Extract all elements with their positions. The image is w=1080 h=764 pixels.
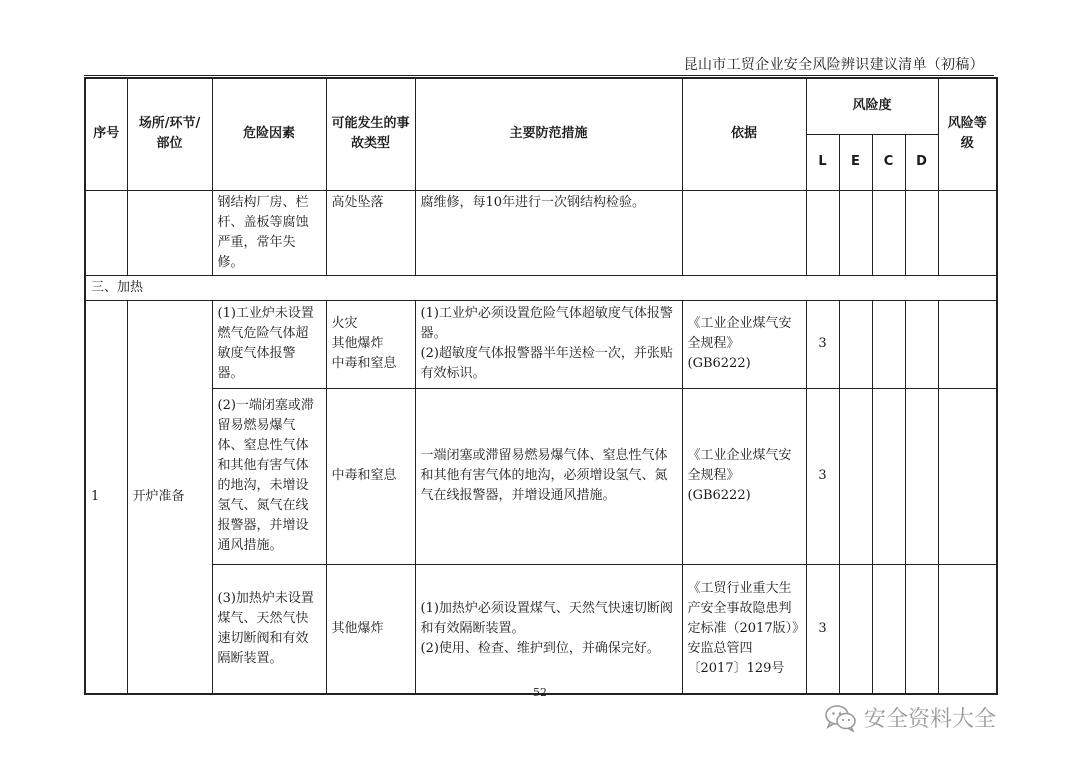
risk-table	[84, 77, 998, 695]
col-header-C: C	[872, 134, 905, 190]
col-header-no: 序号	[85, 78, 127, 190]
wechat-icon	[824, 704, 858, 732]
measures-cell: 腐维修，每10年进行一次钢结构检验。	[415, 190, 682, 275]
accident-cell: 高处坠落	[326, 190, 415, 275]
hazard-cell: (1)工业炉未设置燃气危险气体超敏度气体报警器。	[212, 300, 326, 388]
risk-L-cell: 3	[806, 388, 839, 564]
section-title: 三、加热	[85, 275, 997, 300]
page-number: 52	[533, 686, 547, 699]
watermark-text: 安全资料大全	[864, 707, 997, 732]
col-header-level: 风险等级	[938, 78, 997, 190]
col-header-L: L	[806, 134, 839, 190]
accident-cell: 中毒和窒息	[326, 388, 415, 564]
measures-cell: (1)工业炉必须设置危险气体超敏度气体报警器。 (2)超敏度气体报警器半年送检一次，并张贴有效标识。	[415, 300, 682, 388]
hazard-cell: (2)一端闭塞或滞留易燃易爆气体、窒息性气体和其他有害气体的地沟，未增设氢气、氮气在线报警器，并增设通风措施。	[212, 388, 326, 564]
accident-cell: 其他爆炸	[326, 564, 415, 694]
measures-cell: 一端闭塞或滞留易燃易爆气体、窒息性气体和其他有害气体的地沟，必须增设氢气、氮气在线报警器，并增设通风措施。	[415, 388, 682, 564]
col-header-accident: 可能发生的事故类型	[326, 78, 415, 190]
continuation-row	[85, 190, 997, 275]
group-location: 开炉准备	[127, 300, 212, 694]
accident-cell: 火灾 其他爆炸 中毒和窒息	[326, 300, 415, 388]
col-header-basis: 依据	[682, 78, 806, 190]
table-row	[85, 564, 997, 694]
col-header-measures: 主要防范措施	[415, 78, 682, 190]
col-header-E: E	[839, 134, 872, 190]
col-header-D: D	[905, 134, 938, 190]
col-header-hazard: 危险因素	[212, 78, 326, 190]
risk-L-cell: 3	[806, 300, 839, 388]
hazard-cell: (3)加热炉未设置煤气、天然气快速切断阀和有效隔断装置。	[212, 564, 326, 694]
col-header-risk: 风险度	[806, 78, 938, 134]
table-row	[85, 300, 997, 388]
group-number: 1	[85, 300, 127, 694]
basis-cell: 《工业企业煤气安全规程》(GB6222)	[682, 300, 806, 388]
table-row	[85, 388, 997, 564]
basis-cell: 《工贸行业重大生产安全事故隐患判定标准（2017版）》安监总管四〔2017〕129号	[682, 564, 806, 694]
col-header-location: 场所/环节/部位	[127, 78, 212, 190]
section-row	[85, 275, 997, 300]
hazard-cell: 钢结构厂房、栏杆、盖板等腐蚀严重，常年失修。	[212, 190, 326, 275]
risk-L-cell: 3	[806, 564, 839, 694]
watermark	[824, 702, 996, 733]
document-title: 昆山市工贸企业安全风险辨识建议清单（初稿）	[683, 57, 984, 73]
header-row-1	[85, 78, 997, 134]
header-rule	[84, 75, 994, 76]
measures-cell: (1)加热炉必须设置煤气、天然气快速切断阀和有效隔断装置。 (2)使用、检查、维护到位，并确保完好。	[415, 564, 682, 694]
basis-cell: 《工业企业煤气安全规程》(GB6222)	[682, 388, 806, 564]
